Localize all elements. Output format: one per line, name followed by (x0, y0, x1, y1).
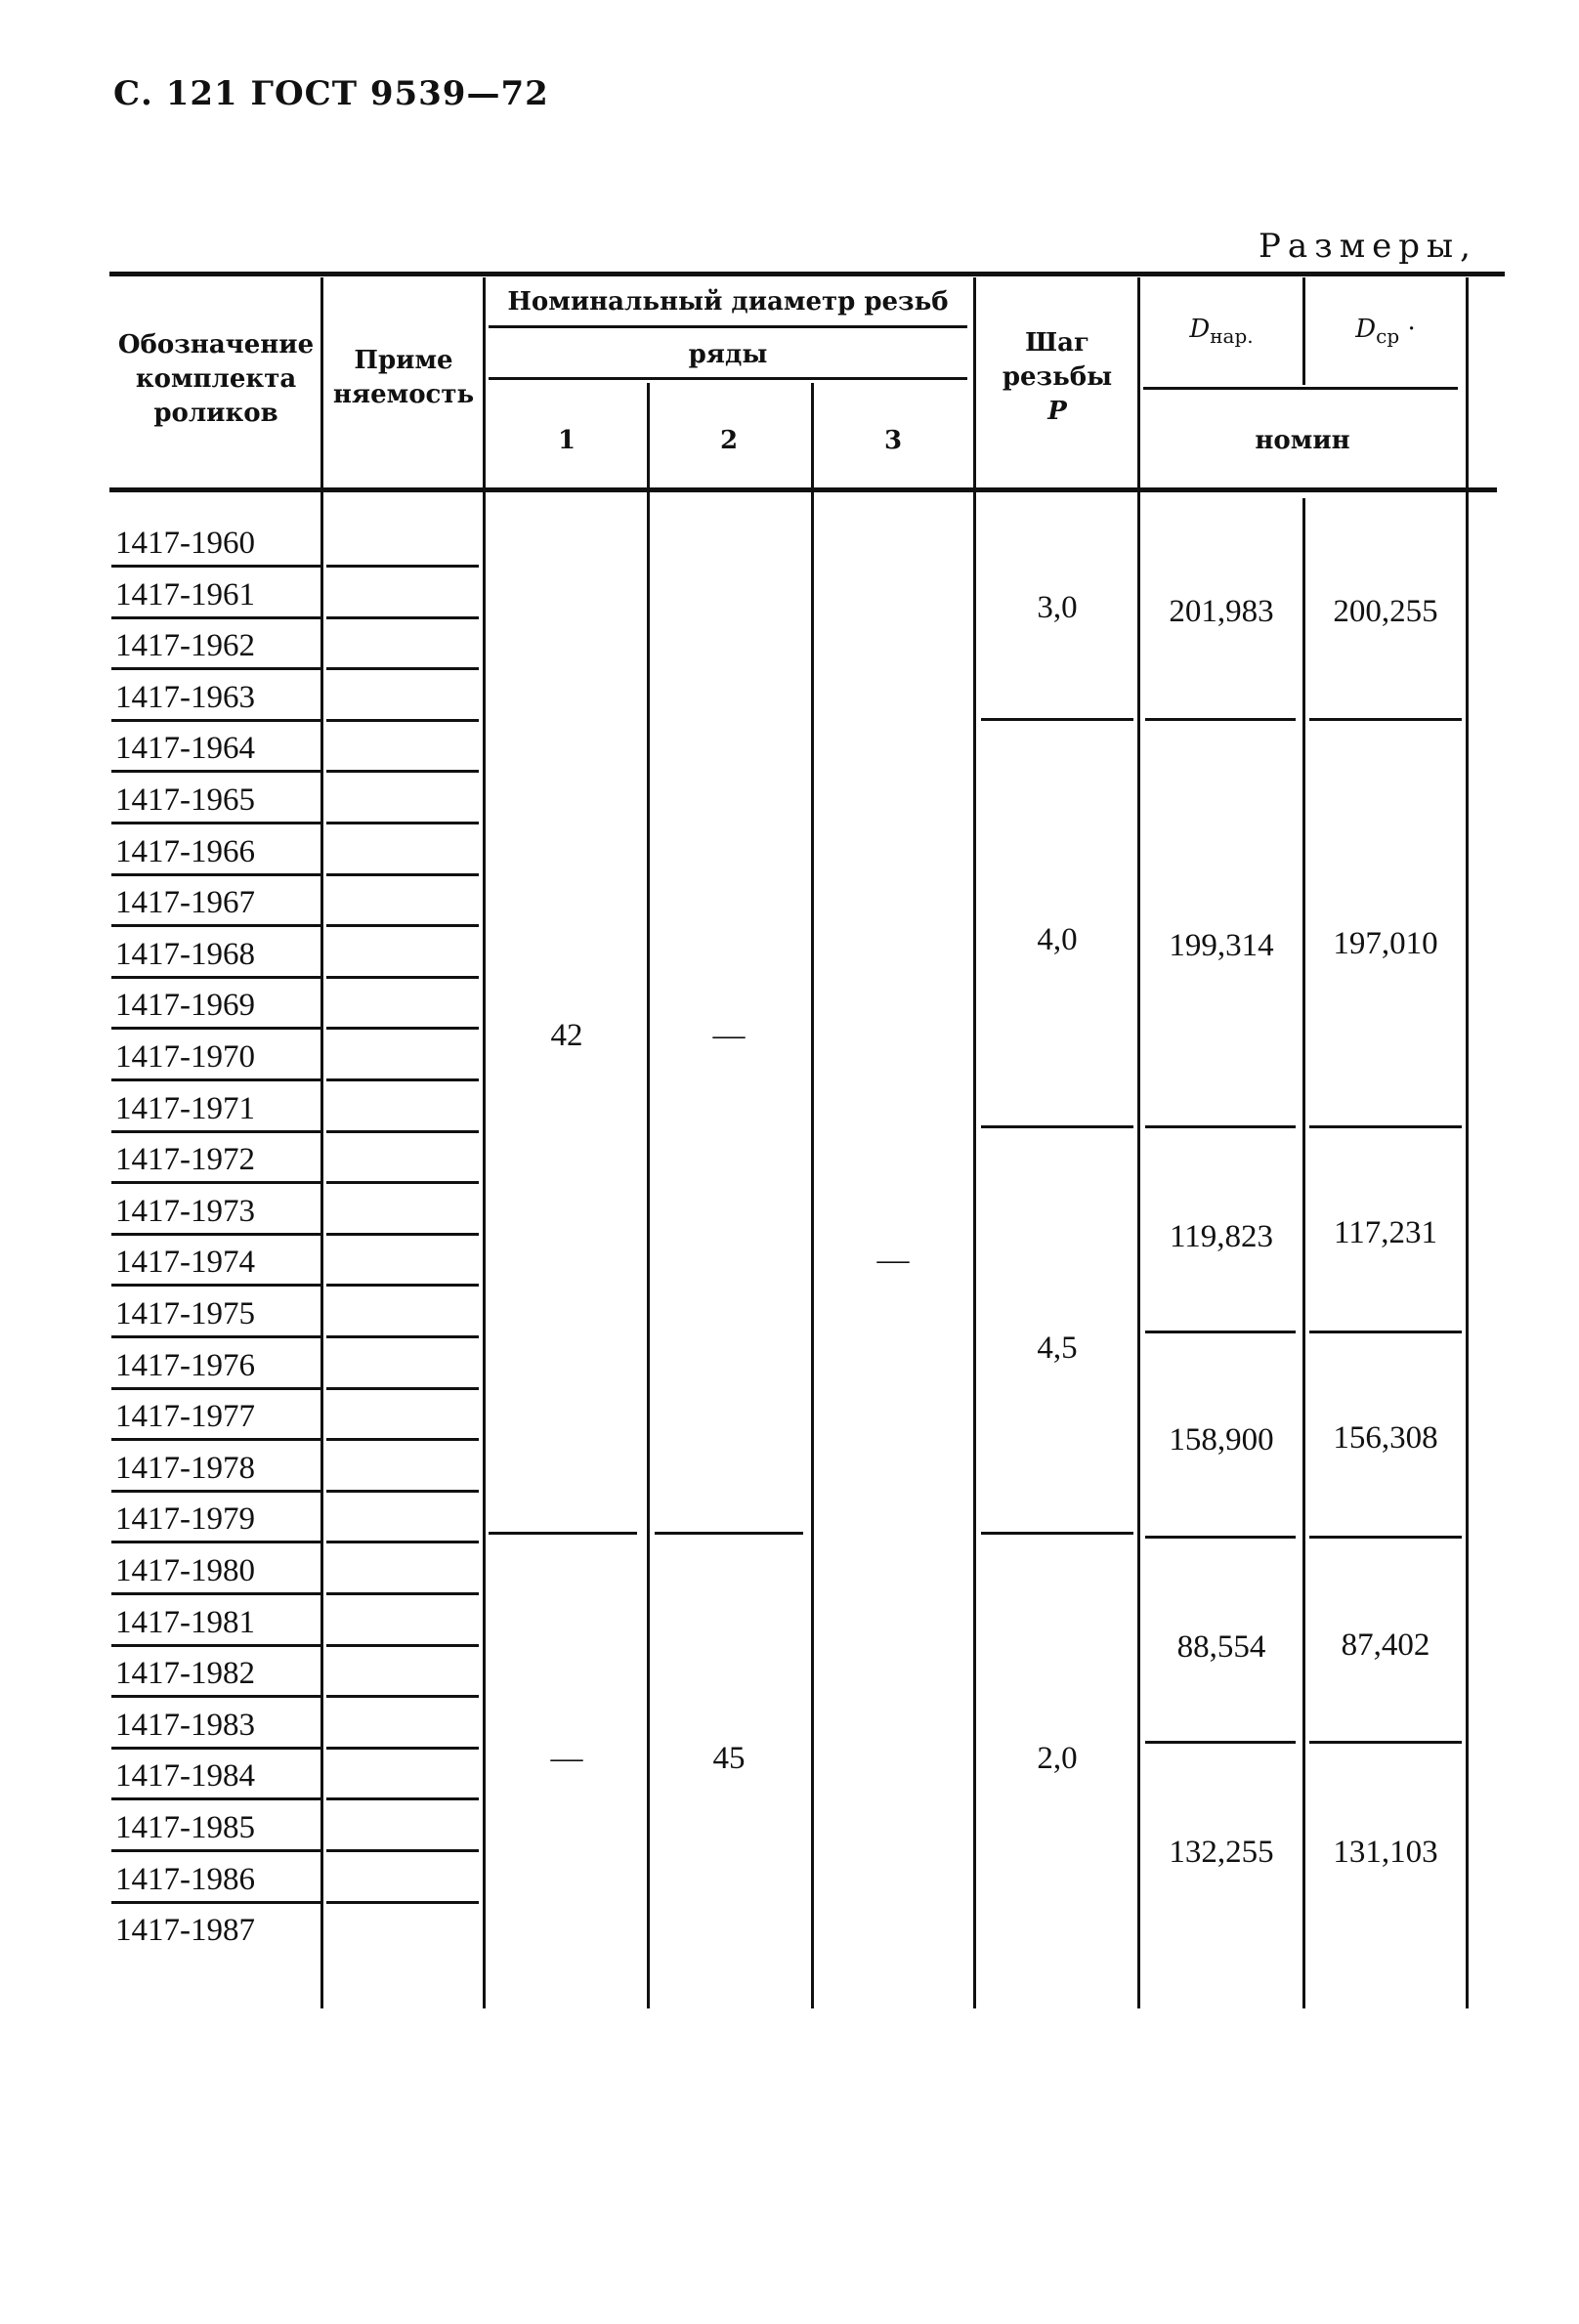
header-nomin: номин (1255, 426, 1350, 455)
row-rule-applicability (326, 1695, 479, 1698)
code-cell: 1417-1967 (115, 885, 255, 921)
d-outer-symbol: D (1189, 315, 1211, 344)
header-rows: ряды (688, 340, 768, 369)
d-mid-value-3: 117,231 (1333, 1215, 1438, 1250)
row-rule-code (111, 822, 320, 824)
col-divider-7 (1302, 498, 1305, 2008)
header-rule-nomin (1143, 387, 1458, 390)
code-cell: 1417-1974 (115, 1245, 255, 1281)
header-pitch-symbol: P (1047, 397, 1067, 426)
dia-sep-1b (1309, 718, 1462, 721)
col-divider-3 (647, 383, 650, 2008)
units-caption: Размеры, (1259, 227, 1477, 266)
header-designation: Обозначение комплекта роликов (117, 330, 315, 429)
row-rule-applicability (326, 1747, 479, 1750)
group1-row2-value: — (712, 1018, 746, 1053)
row-rule-code (111, 616, 320, 619)
d-outer-subscript: нар. (1210, 324, 1254, 348)
d-outer-value-6: 132,255 (1169, 1835, 1274, 1870)
row-rule-applicability (326, 1387, 479, 1390)
dia-sep-4a (1145, 1536, 1296, 1539)
row-rule-code (111, 1644, 320, 1647)
row-rule-code (111, 1027, 320, 1030)
d-mid-symbol: D (1355, 315, 1377, 344)
code-cell: 1417-1980 (115, 1553, 255, 1588)
row-rule-applicability (326, 667, 479, 670)
row-rule-applicability (326, 1181, 479, 1184)
col-divider-6 (1137, 277, 1140, 2008)
row-rule-applicability (326, 1541, 479, 1543)
code-cell: 1417-1972 (115, 1142, 255, 1178)
row-rule-code (111, 924, 320, 927)
pitch-value-2: 4,0 (1037, 922, 1078, 957)
row-rule-applicability (326, 1130, 479, 1133)
row-rule-code (111, 1078, 320, 1081)
pitch-sep-3 (981, 1532, 1133, 1535)
col-divider-2 (483, 277, 486, 2008)
row-rule-applicability (326, 976, 479, 979)
pitch-sep-2 (981, 1125, 1133, 1128)
code-cell: 1417-1973 (115, 1193, 255, 1229)
col-divider-4 (811, 383, 814, 2008)
code-cell: 1417-1978 (115, 1450, 255, 1486)
row-rule-applicability (326, 1490, 479, 1493)
code-cell: 1417-1977 (115, 1399, 255, 1435)
row-rule-code (111, 565, 320, 568)
d-outer-value-4: 158,900 (1169, 1422, 1274, 1458)
dia-sep-1a (1145, 718, 1296, 721)
header-d-mid (1307, 313, 1464, 350)
code-cell: 1417-1971 (115, 1090, 255, 1126)
d-mid-value-6: 131,103 (1333, 1835, 1438, 1870)
header-nominal-diameter: Номинальный диаметр резьб (507, 287, 949, 317)
header-rule-diameter (489, 325, 967, 328)
col-divider-5 (973, 277, 976, 2008)
pitch-value-3: 4,5 (1037, 1331, 1078, 1366)
code-cell: 1417-1960 (115, 526, 255, 561)
code-cell: 1417-1968 (115, 936, 255, 972)
header-row-3: 3 (883, 426, 903, 455)
row-rule-code (111, 1797, 320, 1800)
dia-sep-4b (1309, 1536, 1462, 1539)
row-rule-code (111, 1130, 320, 1133)
dia-sep-5a (1145, 1741, 1296, 1744)
pitch-value-1: 3,0 (1037, 590, 1078, 625)
pitch-sep-1 (981, 718, 1133, 721)
row-rule-applicability (326, 616, 479, 619)
row-rule-applicability (326, 822, 479, 824)
group1-row1-value: 42 (550, 1018, 583, 1053)
pitch-value-4: 2,0 (1037, 1741, 1078, 1776)
group-sep-row1 (489, 1532, 637, 1535)
code-cell: 1417-1970 (115, 1039, 255, 1075)
dia-sep-3a (1145, 1331, 1296, 1333)
row-rule-code (111, 1541, 320, 1543)
code-cell: 1417-1983 (115, 1707, 255, 1743)
row3-value: — (876, 1243, 910, 1278)
group-sep-row2 (655, 1532, 803, 1535)
row-rule-code (111, 1901, 320, 1904)
code-cell: 1417-1986 (115, 1861, 255, 1897)
row-rule-code (111, 719, 320, 722)
header-applicability: Приме няемость (332, 346, 475, 410)
d-mid-subscript: ср (1376, 324, 1400, 348)
code-cell: 1417-1985 (115, 1810, 255, 1845)
header-rule-rows (489, 377, 967, 380)
row-rule-applicability (326, 873, 479, 876)
col-divider-7-header (1302, 277, 1305, 385)
row-rule-code (111, 1284, 320, 1287)
d-mid-dot: · (1407, 315, 1416, 344)
d-mid-value-2: 197,010 (1333, 926, 1438, 961)
dia-sep-2b (1309, 1125, 1462, 1128)
header-bottom-rule (109, 487, 1497, 492)
row-rule-code (111, 1387, 320, 1390)
code-cell: 1417-1966 (115, 833, 255, 869)
row-rule-applicability (326, 719, 479, 722)
d-mid-value-5: 87,402 (1341, 1627, 1430, 1663)
code-cell: 1417-1987 (115, 1913, 255, 1949)
row-rule-code (111, 1747, 320, 1750)
row-rule-applicability (326, 1644, 479, 1647)
col-divider-8 (1466, 277, 1469, 2008)
row-rule-code (111, 976, 320, 979)
page-header: С. 121 ГОСТ 9539—72 (113, 74, 549, 113)
d-mid-value-4: 156,308 (1333, 1420, 1438, 1456)
header-d-outer (1143, 313, 1300, 350)
table-top-rule (109, 272, 1505, 276)
code-cell: 1417-1979 (115, 1501, 255, 1538)
row-rule-code (111, 1490, 320, 1493)
group2-row1-value: — (550, 1741, 583, 1776)
row-rule-applicability (326, 1335, 479, 1338)
col-divider-1 (320, 277, 323, 2008)
row-rule-applicability (326, 770, 479, 773)
row-rule-code (111, 1233, 320, 1236)
code-cell: 1417-1975 (115, 1296, 255, 1331)
row-rule-applicability (326, 1284, 479, 1287)
dia-sep-2a (1145, 1125, 1296, 1128)
row-rule-applicability (326, 924, 479, 927)
header-row-2: 2 (719, 426, 739, 455)
row-rule-applicability (326, 565, 479, 568)
code-cell: 1417-1964 (115, 731, 255, 767)
code-cell: 1417-1976 (115, 1347, 255, 1383)
row-rule-code (111, 873, 320, 876)
code-cell: 1417-1961 (115, 576, 255, 613)
code-cell: 1417-1962 (115, 628, 255, 664)
row-rule-applicability (326, 1438, 479, 1441)
row-rule-code (111, 1695, 320, 1698)
dia-sep-5b (1309, 1741, 1462, 1744)
row-rule-code (111, 1438, 320, 1441)
d-outer-value-2: 199,314 (1169, 928, 1274, 963)
code-cell: 1417-1963 (115, 679, 255, 715)
header-pitch: Шаг резьбы (1002, 328, 1113, 393)
dia-sep-3b (1309, 1331, 1462, 1333)
row-rule-applicability (326, 1849, 479, 1852)
row-rule-applicability (326, 1901, 479, 1904)
row-rule-code (111, 667, 320, 670)
code-cell: 1417-1982 (115, 1656, 255, 1692)
row-rule-applicability (326, 1797, 479, 1800)
row-rule-applicability (326, 1027, 479, 1030)
d-outer-value-5: 88,554 (1176, 1629, 1266, 1665)
group2-row2-value: 45 (712, 1741, 746, 1776)
row-rule-code (111, 1592, 320, 1595)
header-row-1: 1 (557, 426, 576, 455)
row-rule-applicability (326, 1233, 479, 1236)
d-outer-value-3: 119,823 (1169, 1219, 1274, 1254)
row-rule-applicability (326, 1592, 479, 1595)
row-rule-applicability (326, 1078, 479, 1081)
row-rule-code (111, 1181, 320, 1184)
row-rule-code (111, 770, 320, 773)
d-outer-value-1: 201,983 (1169, 594, 1274, 629)
code-cell: 1417-1984 (115, 1758, 255, 1795)
row-rule-code (111, 1335, 320, 1338)
row-rule-code (111, 1849, 320, 1852)
code-cell: 1417-1981 (115, 1604, 255, 1640)
d-mid-value-1: 200,255 (1333, 594, 1438, 629)
code-cell: 1417-1965 (115, 782, 255, 818)
code-cell: 1417-1969 (115, 988, 255, 1024)
